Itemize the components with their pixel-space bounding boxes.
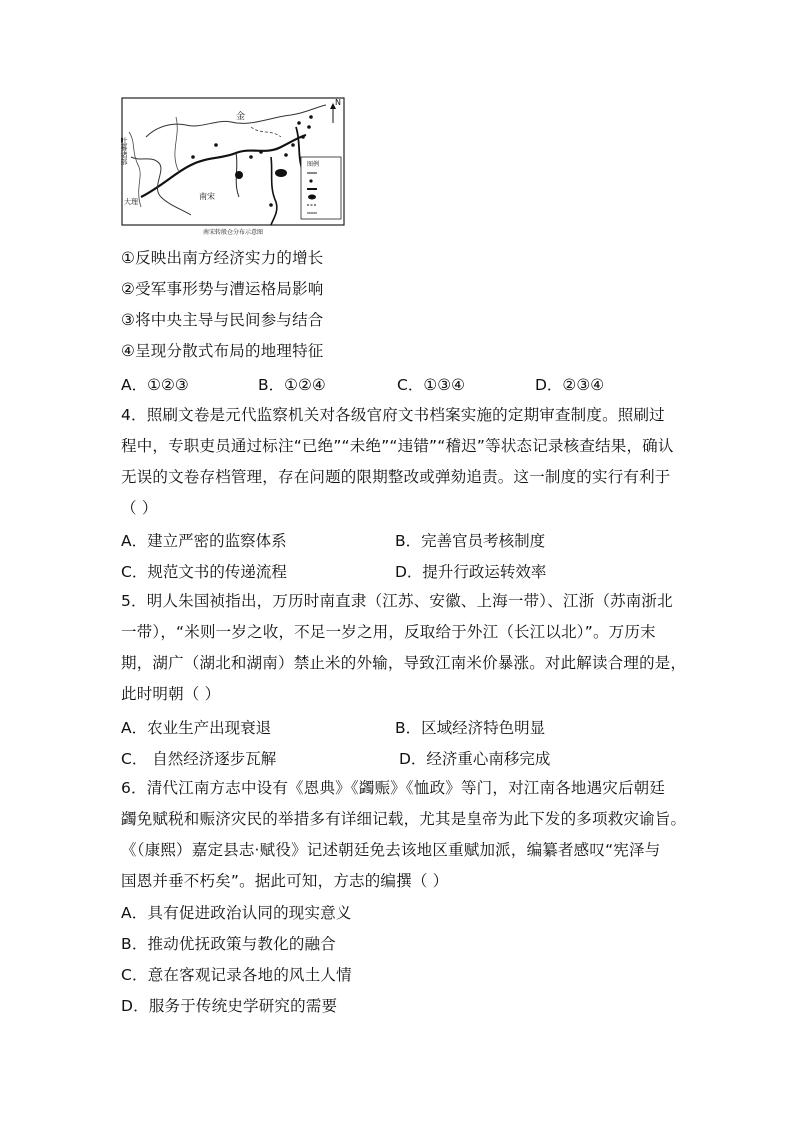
q3-statement-1: ①反映出南方经济实力的增长 <box>121 249 324 267</box>
q4-line-3: 无误的文卷存档管理，存在问题的限期整改或弹劾追责。这一制度的实行有利于 <box>121 468 671 486</box>
q5-line-3: 期，湖广（湖北和湖南）禁止米的外输，导致江南米价暴涨。对此解读合理的是， <box>121 654 687 672</box>
q4-options-row-1 <box>121 529 681 549</box>
q5-options-row-2 <box>121 747 681 767</box>
q3-option-c[interactable]: C．①③④ <box>397 376 466 394</box>
q6-option-b[interactable]: B．推动优抚政策与教化的融合 <box>121 935 336 953</box>
q6-line-3: 《（康熙）嘉定县志·赋役》记述朝廷免去该地区重赋加派，编纂者感叹“宪泽与 <box>121 841 661 859</box>
map-label-tufan <box>120 136 128 166</box>
q6-line-4: 国恩并垂不朽矣”。据此可知，方志的编撰（ ） <box>121 872 449 890</box>
q6-option-a[interactable]: A．具有促进政治认同的现实意义 <box>121 904 352 922</box>
map-graphic <box>121 97 345 239</box>
q6-option-c[interactable]: C．意在客观记录各地的风土人情 <box>121 966 352 984</box>
map-legend-title: 图例 <box>307 161 320 168</box>
q5-line-1: 5．明人朱国祯指出，万历时南直隶（江苏、安徽、上海一带）、江浙（苏南浙北 <box>121 592 673 610</box>
q3-option-a[interactable]: A．①②③ <box>121 376 189 394</box>
q4-line-1: 4．照刷文卷是元代监察机关对各级官府文书档案实施的定期审查制度。照刷过 <box>121 406 665 424</box>
q5-option-a[interactable]: A．农业生产出现衰退 <box>121 719 272 737</box>
q4-option-a[interactable]: A．建立严密的监察体系 <box>121 532 287 550</box>
q3-statement-2: ②受军事形势与漕运格局影响 <box>121 280 324 298</box>
q3-options <box>121 373 681 393</box>
q4-line-4: （ ） <box>121 499 158 517</box>
map-label-north: N <box>335 98 341 107</box>
q5-line-2: 一带），“米则一岁之收，不足一岁之用，反取给于外江（长江以北）”。万历末 <box>121 623 656 641</box>
q5-option-c[interactable]: C． 自然经济逐步瓦解 <box>121 750 277 768</box>
q4-option-d[interactable]: D．提升行政运转效率 <box>395 563 547 581</box>
q5-options-row-1 <box>121 716 681 736</box>
q5-option-d[interactable]: D．经济重心南移完成 <box>399 750 551 768</box>
q6-line-2: 蠲免赋税和赈济灾民的举措多有详细记载，尤其是皇帝为此下发的多项救灾谕旨。 <box>121 810 687 828</box>
q6-line-1: 6．清代江南方志中设有《恩典》《蠲赈》《恤政》等门，对江南各地遇灾后朝廷 <box>121 779 666 797</box>
map-caption: 南宋转般仓分布示意图 <box>202 229 264 236</box>
q5-option-b[interactable]: B．区域经济特色明显 <box>395 719 546 737</box>
q4-line-2: 程中，专职吏员通过标注“已绝”“未绝”“违错”“稽迟”等状态记录核查结果，确认 <box>121 437 674 455</box>
song-granary-map <box>121 97 345 239</box>
map-label-dali: 大理 <box>124 198 138 206</box>
q6-option-d[interactable]: D．服务于传统史学研究的需要 <box>121 997 338 1015</box>
q3-option-b[interactable]: B．①②④ <box>258 376 326 394</box>
map-label-jin: 金 <box>236 112 246 122</box>
map-label-nansong: 南宋 <box>199 192 215 201</box>
q4-option-b[interactable]: B．完善官员考核制度 <box>395 532 546 550</box>
map-label-tufan-text: 吐蕃诸部 <box>120 137 128 165</box>
q4-options-row-2 <box>121 560 681 580</box>
q4-option-c[interactable]: C．规范文书的传递流程 <box>121 563 287 581</box>
q3-option-d[interactable]: D．②③④ <box>535 376 605 394</box>
q3-statement-4: ④呈现分散式布局的地理特征 <box>121 342 324 360</box>
q5-line-4: 此时明朝（ ） <box>121 685 221 703</box>
q3-statement-3: ③将中央主导与民间参与结合 <box>121 311 324 329</box>
